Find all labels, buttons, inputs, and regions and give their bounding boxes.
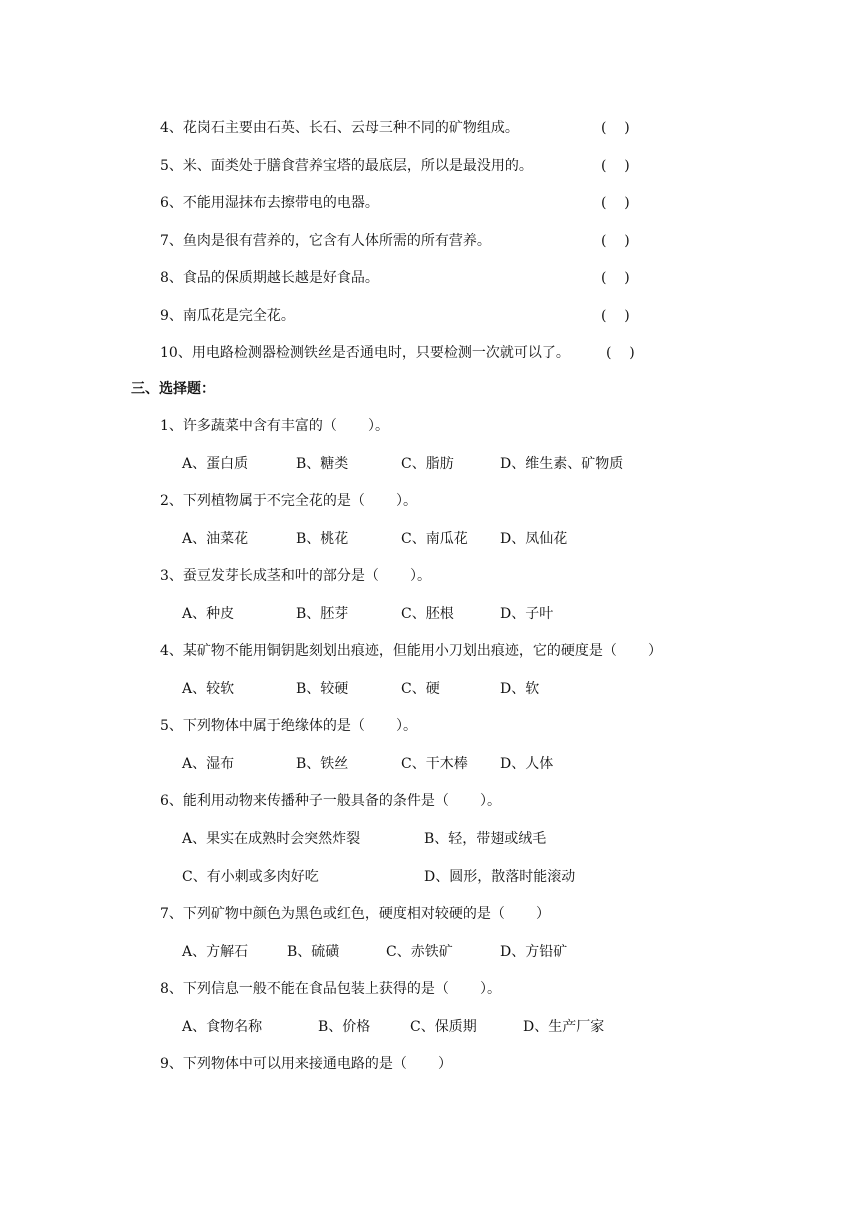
choice-option[interactable]: B、桃花: [296, 531, 349, 547]
choice-option[interactable]: A、油菜花: [182, 531, 249, 547]
choice-question-1: 1、许多蔬菜中含有丰富的（ ）。: [160, 418, 390, 434]
choice-option[interactable]: D、圆形，散落时能滚动: [424, 869, 576, 885]
tf-item-8: 8、食品的保质期越长越是好食品。: [160, 270, 379, 286]
tf-answer-blank[interactable]: ( ): [601, 233, 630, 249]
choice-option[interactable]: A、食物名称: [182, 1019, 263, 1035]
choice-option[interactable]: D、凤仙花: [500, 531, 568, 547]
choice-option[interactable]: C、硬: [401, 681, 440, 697]
choice-question-2: 2、下列植物属于不完全花的是（ ）。: [160, 493, 418, 509]
tf-item-9: 9、南瓜花是完全花。: [160, 308, 295, 324]
choice-option[interactable]: A、蛋白质: [182, 456, 249, 472]
choice-question-7: 7、下列矿物中颜色为黑色或红色，硬度相对较硬的是（ ）: [160, 906, 551, 922]
tf-answer-blank[interactable]: ( ): [601, 158, 630, 174]
choice-option[interactable]: B、糖类: [296, 456, 349, 472]
choice-option[interactable]: C、赤铁矿: [386, 944, 453, 960]
choice-question-9: 9、下列物体中可以用来接通电路的是（ ）: [160, 1056, 453, 1072]
choice-option[interactable]: B、胚芽: [296, 606, 349, 622]
choice-option[interactable]: D、生产厂家: [523, 1019, 605, 1035]
choice-question-4: 4、某矿物不能用铜钥匙刻划出痕迹，但能用小刀划出痕迹，它的硬度是（ ）: [160, 643, 663, 659]
choice-option[interactable]: C、南瓜花: [401, 531, 468, 547]
tf-item-4: 4、花岗石主要由石英、长石、云母三种不同的矿物组成。: [160, 120, 519, 136]
choice-option[interactable]: A、种皮: [182, 606, 235, 622]
choice-option[interactable]: A、果实在成熟时会突然炸裂: [182, 831, 361, 847]
choice-question-5: 5、下列物体中属于绝缘体的是（ ）。: [160, 718, 418, 734]
tf-answer-blank[interactable]: ( ): [606, 345, 635, 361]
choice-option[interactable]: D、维生素、矿物质: [500, 456, 624, 472]
choice-question-6: 6、能利用动物来传播种子一般具备的条件是（ ）。: [160, 793, 502, 809]
choice-option[interactable]: C、干木棒: [401, 756, 468, 772]
tf-answer-blank[interactable]: ( ): [601, 308, 630, 324]
choice-option[interactable]: D、子叶: [500, 606, 554, 622]
tf-item-7: 7、鱼肉是很有营养的，它含有人体所需的所有营养。: [160, 233, 491, 249]
choice-option[interactable]: A、方解石: [182, 944, 249, 960]
choice-option[interactable]: B、硫磺: [287, 944, 340, 960]
choice-option[interactable]: B、铁丝: [296, 756, 349, 772]
choice-option[interactable]: D、人体: [500, 756, 554, 772]
choice-question-3: 3、蚕豆发芽长成茎和叶的部分是（ ）。: [160, 568, 432, 584]
tf-answer-blank[interactable]: ( ): [601, 120, 630, 136]
choice-option[interactable]: B、价格: [318, 1019, 371, 1035]
choice-option[interactable]: D、软: [500, 681, 540, 697]
choice-option[interactable]: A、较软: [182, 681, 235, 697]
section-heading: 三、选择题：: [131, 381, 215, 397]
tf-answer-blank[interactable]: ( ): [601, 270, 630, 286]
choice-option[interactable]: B、较硬: [296, 681, 349, 697]
tf-item-5: 5、米、面类处于膳食营养宝塔的最底层，所以是最没用的。: [160, 158, 533, 174]
tf-item-10: 10、用电路检测器检测铁丝是否通电时，只要检测一次就可以了。: [160, 345, 570, 361]
choice-option[interactable]: C、保质期: [410, 1019, 477, 1035]
tf-answer-blank[interactable]: ( ): [601, 195, 630, 211]
choice-option[interactable]: C、脂肪: [401, 456, 454, 472]
choice-option[interactable]: D、方铅矿: [500, 944, 568, 960]
choice-option[interactable]: A、湿布: [182, 756, 235, 772]
tf-item-6: 6、不能用湿抹布去擦带电的电器。: [160, 195, 379, 211]
choice-option[interactable]: B、轻，带翅或绒毛: [424, 831, 547, 847]
choice-option[interactable]: C、胚根: [401, 606, 454, 622]
choice-question-8: 8、下列信息一般不能在食品包装上获得的是（ ）。: [160, 981, 502, 997]
choice-option[interactable]: C、有小刺或多肉好吃: [182, 869, 319, 885]
